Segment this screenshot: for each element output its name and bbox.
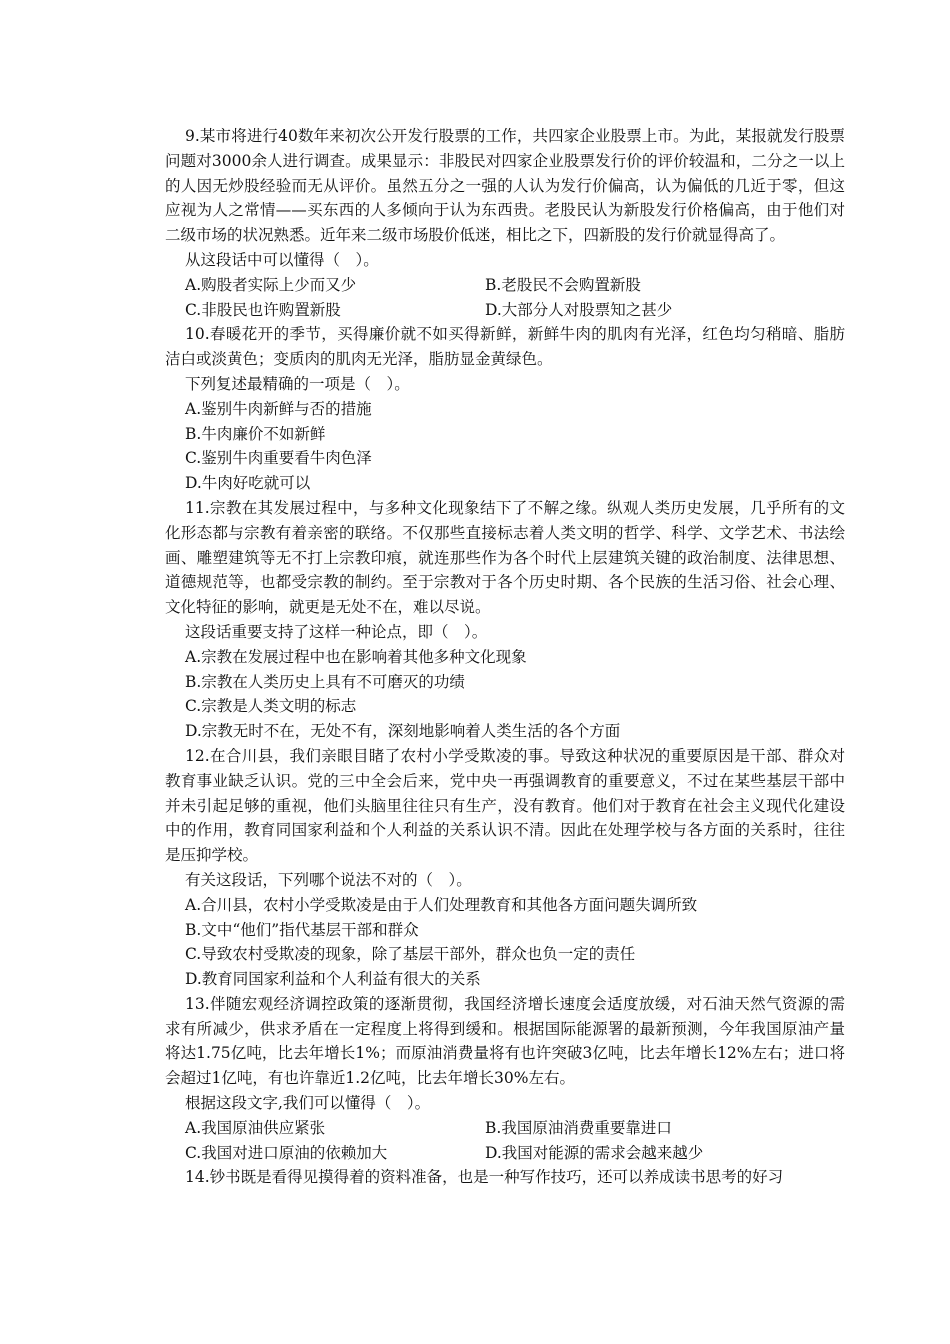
option-row (165, 893, 845, 918)
option-row (165, 967, 845, 992)
option-row (165, 670, 845, 695)
option-row (165, 273, 845, 298)
question-passage: 11.宗教在其发展过程中，与多种文化现象结下了不解之缘。纵观人类历史发展，几乎所有的文化形态都与宗教有着亲密的联络。不仅那些直接标志着人类文明的哲学、科学、文学艺术、书法绘画、雕塑建筑等无不打上宗教印痕，就连那些作为各个时代上层建筑关键的政治制度、法律思想、道德规范等，也都受宗教的制约。至于宗教对于各个历史时期、各个民族的生活习俗、社会心理、文化特征的影响，就更是无处不在，难以尽说。 (165, 498, 845, 617)
option-b: B.牛肉廉价不如新鲜 (185, 424, 326, 443)
option-b: B.我国原油消费重要靠进口 (485, 1118, 672, 1137)
question-passage: 12.在合川县，我们亲眼目睹了农村小学受欺凌的事。导致这种状况的重要原因是干部、群众对教育事业缺乏认识。党的三中全会后来，党中央一再强调教育的重要意义，不过在某些基层干部中并未引起足够的重视，他们头脑里往往只有生产，没有教育。他们对于教育在社会主义现代化建设中的作用，教育同国家利益和个人利益的关系认识不清。因此在处理学校与各方面的关系时，往往是压抑学校。 (165, 746, 845, 865)
option-b: B.宗教在人类历史上具有不可磨灭的功绩 (185, 672, 465, 691)
question-stem: 根据这段文字,我们可以懂得（ ）。 (185, 1094, 431, 1113)
question-9 (165, 124, 845, 322)
option-d: D.大部分人对股票知之甚少 (485, 300, 673, 319)
option-a: A.鉴别牛肉新鲜与否的措施 (185, 399, 372, 418)
option-row (165, 918, 845, 943)
option-a: A.购股者实际上少而又少 (185, 275, 357, 294)
option-row (165, 397, 845, 422)
option-d: D.宗教无时不在，无处不有，深刻地影响着人类生活的各个方面 (185, 722, 621, 741)
option-a: A.合川县，农村小学受欺凌是由于人们处理教育和其他各方面问题失调所致 (185, 895, 698, 914)
option-b: B.文中“他们”指代基层干部和群众 (185, 920, 419, 939)
option-row (165, 1116, 845, 1141)
option-a: A.宗教在发展过程中也在影响着其他多种文化现象 (185, 647, 527, 666)
question-stem: 有关这段话，下列哪个说法不对的（ ）。 (185, 870, 472, 889)
question-passage: 9.某市将进行40数年来初次公开发行股票的工作，共四家企业股票上市。为此，某报就发行股票问题对3000余人进行调查。成果显示：非股民对四家企业股票发行价的评价较温和，二分之一以上的人因无炒股经验而无从评价。虽然五分之一强的人认为发行价偏高，认为偏低的几近于零，但这应视为人之常情——买东西的人多倾向于认为东西贵。老股民认为新股发行价格偏高，由于他们对二级市场的状况熟悉。近年来二级市场股价低迷，相比之下，四新股的发行价就显得高了。 (165, 127, 845, 245)
option-row (165, 1141, 845, 1166)
option-c: C.鉴别牛肉重要看牛肉色泽 (185, 449, 372, 468)
option-row (165, 422, 845, 447)
document-body (165, 124, 845, 1190)
question-10 (165, 322, 845, 496)
question-13 (165, 992, 845, 1166)
question-passage: 14.钞书既是看得见摸得着的资料准备，也是一种写作技巧，还可以养成读书思考的好习 (185, 1168, 784, 1187)
option-d: D.教育同国家利益和个人利益有很大的关系 (185, 970, 481, 989)
option-c: C.宗教是人类文明的标志 (185, 697, 357, 716)
option-row (165, 446, 845, 471)
question-stem: 这段话重要支持了这样一种论点，即（ ）。 (185, 622, 488, 641)
question-passage: 13.伴随宏观经济调控政策的逐渐贯彻，我国经济增长速度会适度放缓，对石油天然气资源的需求有所减少，供求矛盾在一定程度上将得到缓和。根据国际能源署的最新预测，今年我国原油产量将达1.75亿吨，比去年增长1%；而原油消费量将有也许突破3亿吨，比去年增长12%左右；进口将会超过1亿吨，有也许靠近1.2亿吨，比去年增长30%左右。 (165, 994, 845, 1088)
question-stem: 从这段话中可以懂得（ ）。 (185, 250, 379, 269)
question-12 (165, 744, 845, 992)
option-row (165, 298, 845, 323)
question-11 (165, 496, 845, 744)
option-d: D.牛肉好吃就可以 (185, 474, 311, 493)
question-14 (165, 1165, 845, 1190)
option-row (165, 471, 845, 496)
option-row (165, 942, 845, 967)
option-c: C.导致农村受欺凌的现象，除了基层干部外，群众也负一定的责任 (185, 945, 636, 964)
question-stem: 下列复述最精确的一项是（ ）。 (185, 374, 410, 393)
option-c: C.我国对进口原油的依赖加大 (185, 1143, 388, 1162)
option-row (165, 645, 845, 670)
option-b: B.老股民不会购置新股 (485, 275, 641, 294)
question-passage: 10.春暖花开的季节，买得廉价就不如买得新鲜，新鲜牛肉的肌肉有光泽，红色均匀稍暗、脂肪洁白或淡黄色；变质肉的肌肉无光泽，脂肪显金黄绿色。 (165, 325, 845, 369)
option-row (165, 719, 845, 744)
option-d: D.我国对能源的需求会越来越少 (485, 1143, 704, 1162)
option-row (165, 694, 845, 719)
option-c: C.非股民也许购置新股 (185, 300, 341, 319)
option-a: A.我国原油供应紧张 (185, 1118, 326, 1137)
